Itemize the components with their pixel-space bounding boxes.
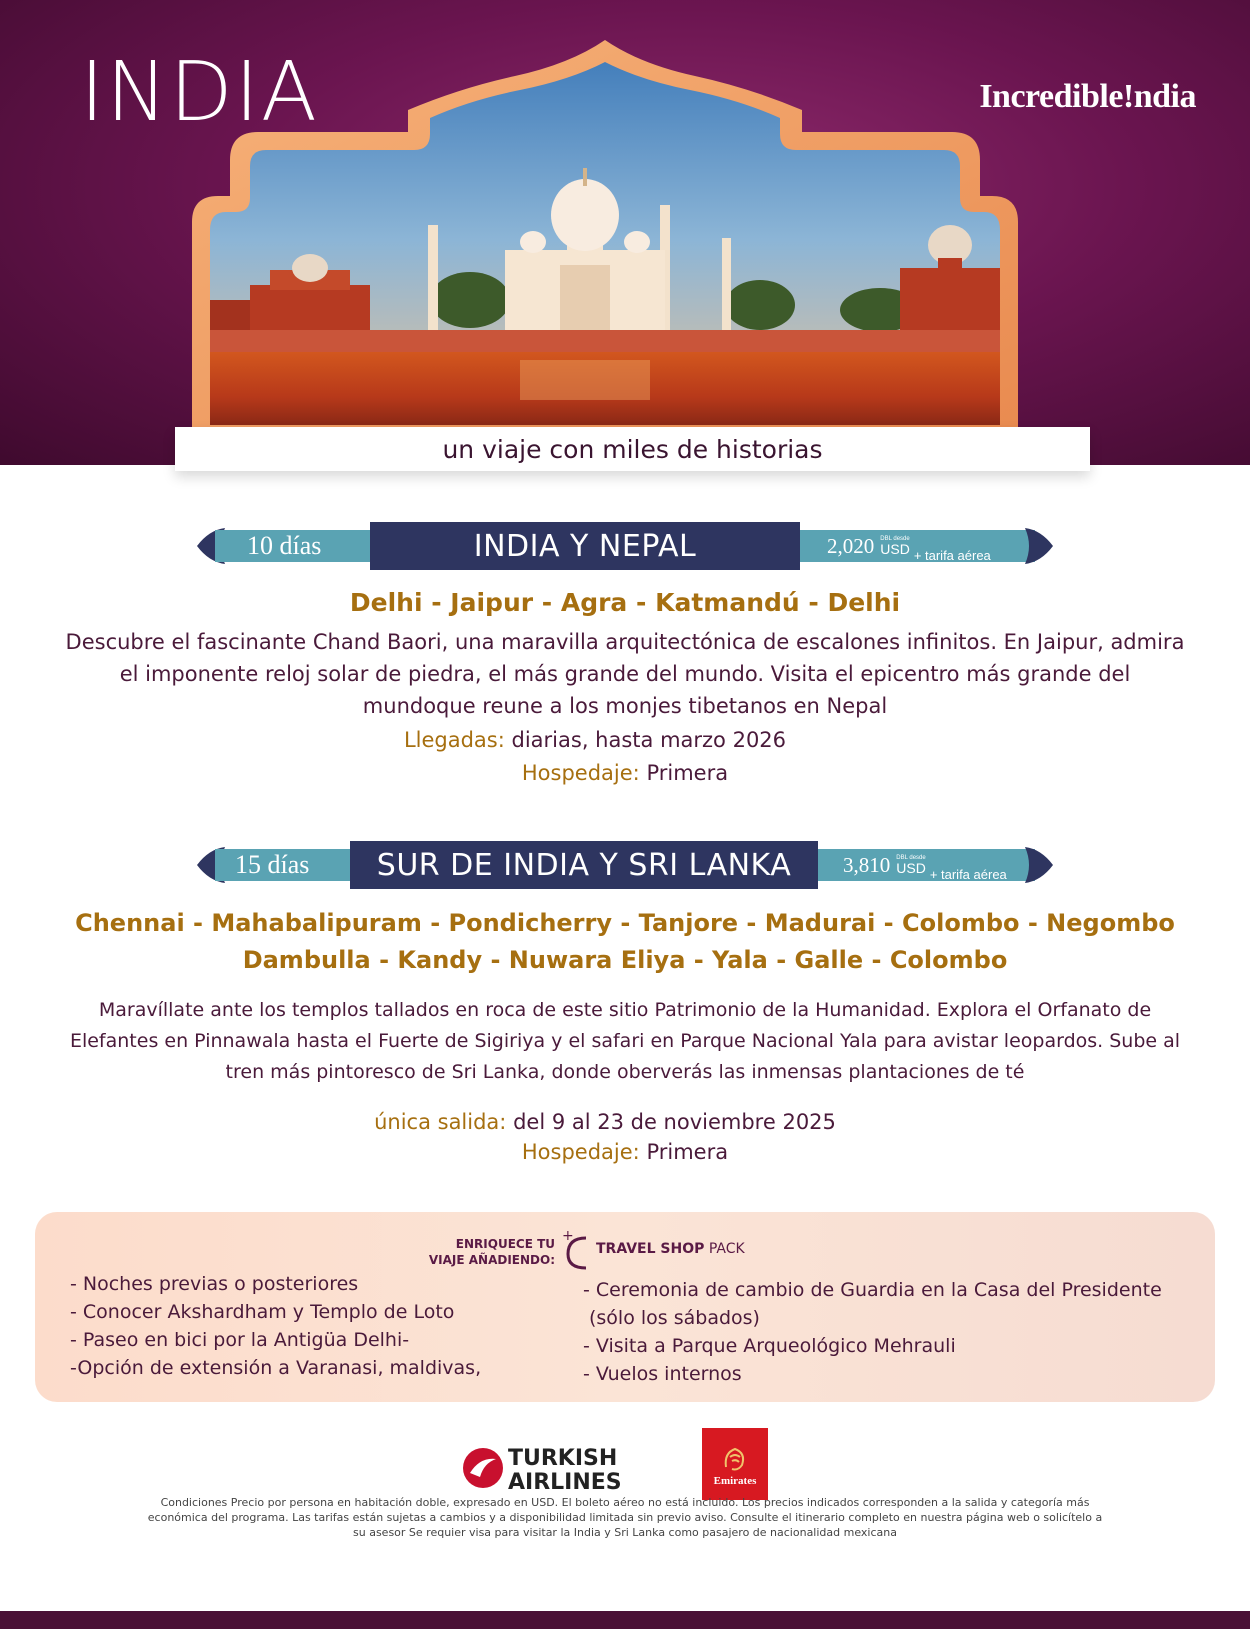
trip2-price-value: 3,810 <box>843 852 891 877</box>
trip1-days: 10 días <box>247 531 322 560</box>
trip2-departure-value: del 9 al 23 de noviembre 2025 <box>513 1110 836 1134</box>
enrich-text <box>425 1236 555 1268</box>
emirates-logo <box>702 1428 768 1500</box>
trip1-lodging <box>0 761 1250 785</box>
trip1-description: Descubre el fascinante Chand Baori, una maravilla arquitectónica de escalones infinitos. En Jaipur, admira el imponente reloj solar de piedra, el más grande del mundo. Visita el epicentro más grande del mundoque reune a los monjes tibetanos en Nepal <box>65 630 1185 718</box>
trip1-arrivals-value: diarias, hasta marzo 2026 <box>511 728 787 752</box>
emirates-name: Emirates <box>713 1475 757 1487</box>
extras-right-list <box>583 1276 1162 1388</box>
trip2-currency: USD <box>896 860 926 876</box>
list-item: - Paseo en bici por la Antigüa Delhi- <box>70 1329 410 1351</box>
trip2-days: 15 días <box>235 850 310 879</box>
list-item: - Vuelos internos <box>583 1363 742 1385</box>
travel-shop-pack-logo <box>560 1228 745 1270</box>
hero-header <box>0 0 1250 465</box>
pack-name-bold: TRAVEL SHOP <box>596 1241 705 1257</box>
trip2-description: Maravíllate ante los templos tallados en roca de este sitio Patrimonio de la Humanidad. Explora el Orfanato de Elefantes en Pinnawala hasta el Fuerte de Sigiriya y el safari en Parque Nacional Yala para avistar leopardos. Sube al tren más pintoresco de Sri Lanka, donde oberverás las inmensas plantaciones de té <box>69 999 1181 1083</box>
trip2-price-extra: + tarifa aérea <box>929 867 1007 882</box>
extras-left-list <box>70 1270 481 1382</box>
trip1-lodging-value: Primera <box>646 761 729 785</box>
turkish-airlines-name <box>508 1447 622 1495</box>
trip2-departure <box>0 1110 1250 1134</box>
list-item: - Visita a Parque Arqueológico Mehrauli <box>583 1335 956 1357</box>
turkish-line1: TURKISH <box>508 1446 618 1471</box>
enrich-line1: ENRIQUECE TU <box>455 1237 555 1251</box>
trip1-price-value: 2,020 <box>827 533 875 558</box>
terms-conditions: Condiciones Precio por persona en habitación doble, expresado en USD. El boleto aéreo no está incluido. Los precios indicados corresponden a la salida y categoría más económica del programa. Las tarifas están sujetas a cambios y a disponibilidad limitada sin previo aviso. Consulte el itinerario completo en nuestra página web o solicítelo a su asesor Se requier visa para visitar la India y Sri Lanka como pasajero de nacionalidad mexicana <box>147 1496 1103 1539</box>
list-item: - Ceremonia de cambio de Guardia en la Casa del Presidente <box>583 1279 1162 1301</box>
trip1-title: INDIA Y NEPAL <box>370 522 800 570</box>
trip1-banner <box>195 526 1055 566</box>
trip1-price-from: DBL desde <box>880 536 910 542</box>
trip2-route-line1: Chennai - Mahabalipuram - Pondicherry - Tanjore - Madurai - Colombo - Negombo <box>75 909 1175 937</box>
tagline-bar <box>175 427 1090 471</box>
trip2-lodging-value: Primera <box>646 1140 729 1164</box>
enrich-line2: VIAJE AÑADIENDO: <box>428 1253 555 1267</box>
pack-name-rest: PACK <box>708 1241 745 1257</box>
svg-text:+: + <box>562 1228 574 1244</box>
trip1-route: Delhi - Jaipur - Agra - Katmandú - Delhi <box>349 588 901 617</box>
trip2-lodging <box>0 1140 1250 1164</box>
incredible-india-logo: Incredible!ndia <box>979 78 1196 115</box>
trip1-arrivals <box>0 728 1250 752</box>
tagline: un viaje con miles de historias <box>442 434 823 464</box>
turkish-airlines-logo-icon <box>462 1447 504 1489</box>
page-title: INDIA <box>80 45 319 140</box>
list-item: - Noches previas o posteriores <box>70 1273 359 1295</box>
leaf-ornament-icon <box>1025 845 1055 885</box>
leaf-ornament-icon <box>1025 526 1055 566</box>
footer-bar <box>0 1611 1250 1629</box>
trip1-arrivals-label: Llegadas: <box>403 728 505 752</box>
trip2-lodging-label: Hospedaje: <box>521 1140 640 1164</box>
list-item: -Opción de extensión a Varanasi, maldivas, <box>70 1357 482 1379</box>
trip2-departure-label: única salida: <box>374 1110 507 1134</box>
trip1-lodging-label: Hospedaje: <box>521 761 640 785</box>
list-item: (sólo los sábados) <box>589 1307 760 1329</box>
trip2-title: SUR DE INDIA Y SRI LANKA <box>350 841 818 889</box>
trip1-price <box>827 526 991 566</box>
turkish-line2: AIRLINES <box>508 1470 622 1495</box>
emirates-calligraphy-icon <box>720 1441 750 1475</box>
list-item: - Conocer Akshardham y Templo de Loto <box>70 1301 455 1323</box>
trip2-banner <box>195 845 1055 885</box>
trip1-currency: USD <box>880 541 910 557</box>
trip1-price-extra: + tarifa aérea <box>913 548 991 563</box>
trip2-price-from: DBL desde <box>896 855 926 861</box>
trip2-route-line2: Dambulla - Kandy - Nuwara Eliya - Yala - Galle - Colombo <box>242 946 1008 974</box>
travel-shop-pack-box <box>35 1212 1215 1402</box>
trip2-price <box>843 845 1007 885</box>
travel-shop-plus-icon <box>560 1228 592 1270</box>
